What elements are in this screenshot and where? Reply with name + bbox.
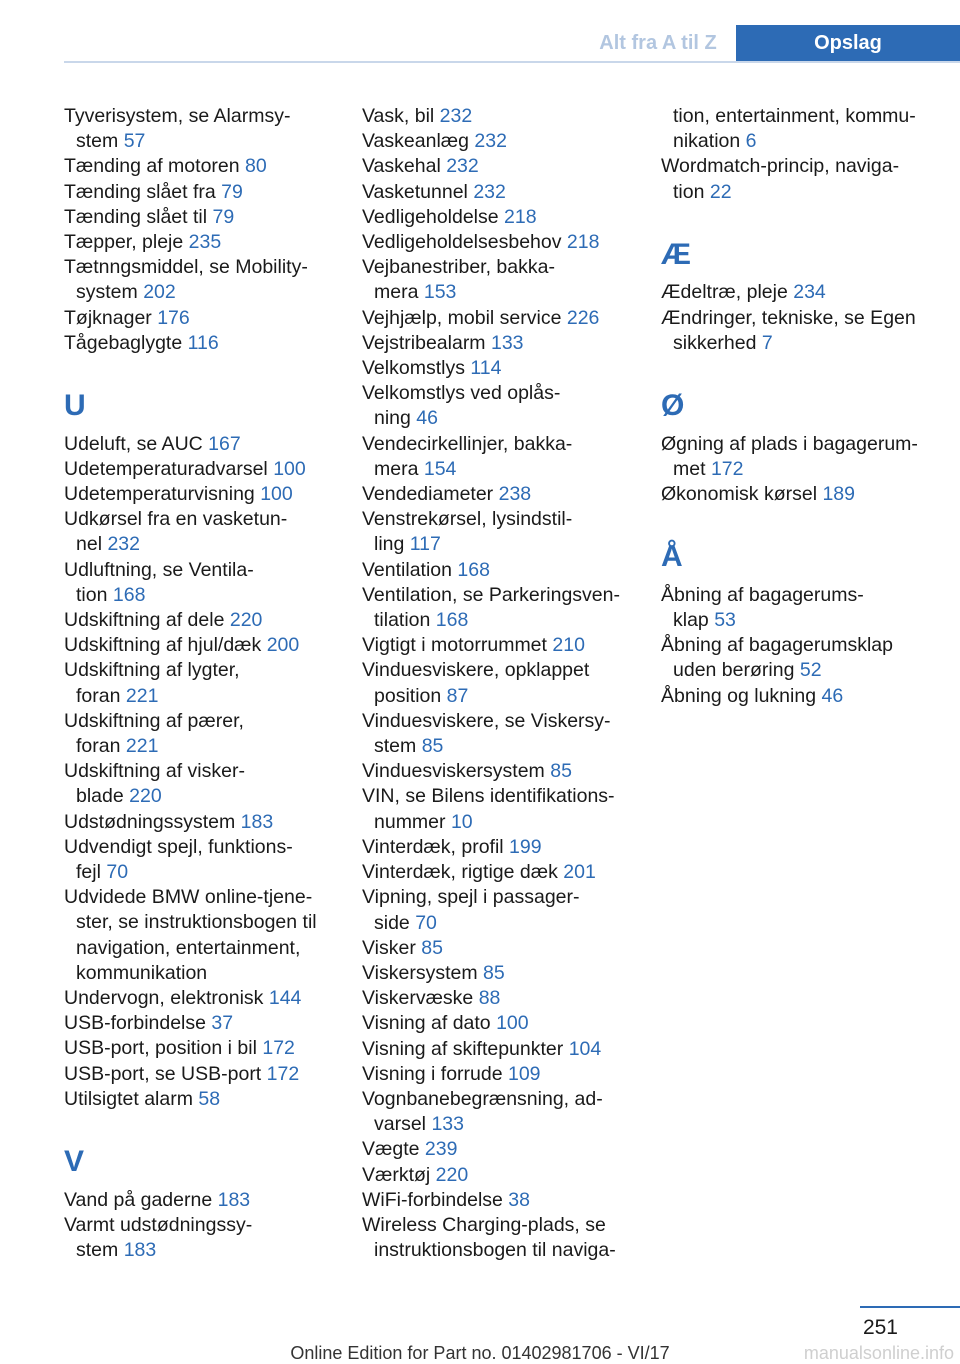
page-link[interactable]: 226 bbox=[566, 306, 600, 329]
page-link[interactable]: 168 bbox=[112, 583, 146, 606]
index-term: USB-port, position i bil bbox=[64, 1037, 257, 1060]
index-entry bbox=[362, 784, 634, 834]
page-link[interactable]: 200 bbox=[266, 634, 300, 657]
page-link[interactable]: 221 bbox=[125, 735, 159, 758]
index-entry bbox=[661, 280, 933, 305]
index-term: Tågebaglygte bbox=[64, 331, 183, 354]
index-term: USB-port, se USB-port bbox=[64, 1062, 262, 1085]
index-entry bbox=[661, 583, 933, 633]
index-entry bbox=[362, 961, 634, 986]
index-entry bbox=[64, 1036, 336, 1061]
index-term: Åbning af bagagerums- klap bbox=[661, 583, 864, 631]
section-gap bbox=[64, 356, 336, 381]
index-term: USB-forbindelse bbox=[64, 1012, 206, 1035]
index-term: Vedligeholdelse bbox=[362, 205, 499, 228]
index-term: Wireless Charging-plads, se instruktionsbogen til naviga- bbox=[362, 1213, 616, 1262]
index-entry bbox=[362, 482, 634, 507]
index-term: Tætnngsmiddel, se Mobility- system bbox=[64, 256, 308, 304]
index-entry bbox=[362, 558, 634, 583]
page-link[interactable]: 79 bbox=[212, 205, 235, 228]
index-term: Udskiftning af lygter, foran bbox=[64, 659, 240, 707]
page-link[interactable]: 221 bbox=[125, 684, 159, 707]
index-term: Udvidede BMW online-tjene- ster, se instruktionsbogen til navigation, entertainment, kommunikation bbox=[64, 886, 317, 984]
index-entry bbox=[362, 331, 634, 356]
index-entry bbox=[64, 180, 336, 205]
index-term: Undervogn, elektronisk bbox=[64, 987, 264, 1010]
index-term: Vinduesviskere, opklappet position bbox=[362, 659, 590, 707]
index-entry bbox=[661, 104, 933, 154]
index-entry bbox=[64, 986, 336, 1011]
page-number: 251 bbox=[862, 1316, 898, 1339]
page-link[interactable]: 232 bbox=[439, 105, 473, 127]
index-term: Vendediameter bbox=[362, 483, 494, 506]
index-entry bbox=[64, 835, 336, 885]
index-term: Vask, bil bbox=[362, 105, 435, 127]
index-entry bbox=[362, 709, 634, 759]
index-entry bbox=[64, 633, 336, 658]
page-link[interactable]: 85 bbox=[483, 961, 505, 984]
page-link[interactable]: 100 bbox=[273, 457, 306, 480]
page-link[interactable]: 10 bbox=[450, 810, 473, 833]
page-link[interactable]: 232 bbox=[473, 180, 506, 203]
page-link[interactable]: 133 bbox=[431, 1113, 464, 1136]
index-entry bbox=[64, 1062, 336, 1087]
page-link[interactable]: 220 bbox=[229, 609, 263, 632]
page-link[interactable]: 87 bbox=[446, 684, 469, 707]
index-term: Tænding af motoren bbox=[64, 155, 240, 178]
index-term: Visning af skiftepunkter bbox=[362, 1037, 564, 1060]
index-entry bbox=[64, 709, 336, 759]
index-term: Viskervæske bbox=[362, 987, 474, 1010]
index-entry bbox=[661, 633, 933, 683]
index-entry bbox=[362, 255, 634, 305]
page-link[interactable]: 168 bbox=[435, 609, 469, 632]
index-entry bbox=[661, 306, 933, 356]
page-link[interactable]: 37 bbox=[211, 1012, 234, 1035]
index-term: Visning af dato bbox=[362, 1012, 491, 1035]
index-term: Viskersystem bbox=[362, 961, 478, 984]
index-term: Udetemperaturadvarsel bbox=[64, 457, 268, 480]
page-link[interactable]: 70 bbox=[106, 861, 129, 884]
page-link[interactable]: 154 bbox=[423, 457, 457, 480]
page-link[interactable]: 220 bbox=[435, 1163, 469, 1186]
index-entry bbox=[64, 558, 336, 608]
page-link[interactable]: 85 bbox=[550, 760, 572, 783]
page-link[interactable]: 189 bbox=[822, 482, 855, 505]
page-link[interactable]: 114 bbox=[470, 357, 502, 380]
section-gap bbox=[64, 1112, 336, 1137]
index-term: Wordmatch-princip, naviga- tion bbox=[661, 155, 900, 203]
index-term: Vand på gaderne bbox=[64, 1188, 213, 1211]
page-link[interactable]: 232 bbox=[107, 533, 140, 556]
section-letter: U bbox=[64, 389, 86, 423]
index-term: Åbning og lukning bbox=[661, 684, 817, 707]
index-term: Venstrekørsel, lysindstil- ling bbox=[362, 508, 573, 556]
index-entry bbox=[661, 684, 933, 709]
index-term: Varmt udstødningssy- stem bbox=[64, 1213, 253, 1262]
index-term: Vinduesviskere, se Viskersy- stem bbox=[362, 709, 611, 758]
index-term: Udvendigt spejl, funktions- fejl bbox=[64, 835, 293, 884]
page-link[interactable]: 172 bbox=[266, 1062, 300, 1085]
page-link[interactable]: 239 bbox=[424, 1138, 458, 1161]
index-entry bbox=[362, 759, 634, 784]
page-link[interactable]: 232 bbox=[474, 130, 507, 153]
page-link[interactable]: 109 bbox=[507, 1062, 541, 1085]
page-link[interactable]: 6 bbox=[745, 130, 757, 153]
index-entry bbox=[362, 1011, 634, 1036]
page-link[interactable]: 100 bbox=[496, 1012, 529, 1035]
index-entry bbox=[362, 356, 634, 381]
index-entry bbox=[362, 633, 634, 658]
index-column-3 bbox=[661, 104, 933, 709]
index-entry bbox=[362, 205, 634, 230]
index-entry bbox=[362, 860, 634, 885]
index-term: Visning i forrude bbox=[362, 1062, 503, 1085]
index-term: Visker bbox=[362, 936, 416, 959]
index-term: Udkørsel fra en vasketun- nel bbox=[64, 508, 288, 556]
page-link[interactable]: 100 bbox=[260, 483, 293, 506]
index-entry bbox=[64, 104, 336, 154]
index-term: Ædeltræ, pleje bbox=[661, 281, 788, 304]
index-term: Udskiftning af hjul/dæk bbox=[64, 634, 262, 657]
index-term: Vejhjælp, mobil service bbox=[362, 306, 562, 329]
index-term: Vasketunnel bbox=[362, 180, 468, 203]
index-term: Utilsigtet alarm bbox=[64, 1087, 193, 1110]
page-link[interactable]: 235 bbox=[188, 231, 222, 254]
index-entry bbox=[64, 810, 336, 835]
index-entry bbox=[362, 1163, 634, 1188]
section-letter: V bbox=[64, 1145, 85, 1179]
index-column-1 bbox=[64, 104, 336, 1263]
index-term: Udetemperaturvisning bbox=[64, 483, 255, 506]
footer-rule bbox=[860, 1306, 960, 1308]
index-term: Øgning af plads i bagagerum- met bbox=[661, 432, 918, 480]
index-entry bbox=[64, 759, 336, 809]
index-term: tion, entertainment, kommu- nikation bbox=[673, 105, 916, 153]
page-link[interactable]: 183 bbox=[217, 1188, 251, 1211]
page-link[interactable]: 199 bbox=[509, 835, 542, 858]
index-term: Vaskeanlæg bbox=[362, 130, 469, 153]
index-entry bbox=[64, 885, 336, 986]
index-term: Ventilation bbox=[362, 558, 452, 581]
index-term: Ventilation, se Parkeringsven- tilation bbox=[362, 583, 620, 632]
page-link[interactable]: 210 bbox=[552, 634, 585, 657]
page-link[interactable]: 88 bbox=[478, 987, 501, 1010]
index-entry bbox=[64, 507, 336, 557]
index-entry bbox=[362, 432, 634, 482]
index-entry bbox=[64, 306, 336, 331]
page-link[interactable]: 172 bbox=[710, 457, 744, 480]
index-term: Tænding slået til bbox=[64, 205, 208, 228]
page-link[interactable]: 167 bbox=[208, 432, 241, 455]
index-term: Vinterdæk, rigtige dæk bbox=[362, 861, 558, 884]
index-entry bbox=[64, 205, 336, 230]
index-term: Tænding slået fra bbox=[64, 180, 216, 203]
page-link[interactable]: 79 bbox=[221, 180, 243, 203]
page-link[interactable]: 85 bbox=[421, 735, 444, 758]
index-entry bbox=[362, 986, 634, 1011]
index-entry bbox=[362, 129, 634, 154]
index-term: Udstødningssystem bbox=[64, 810, 236, 833]
index-entry bbox=[362, 1037, 634, 1062]
index-term: Udskiftning af pærer, foran bbox=[64, 709, 244, 758]
index-entry bbox=[362, 154, 634, 179]
edition-footer: Online Edition for Part no. 01402981706 - VI/17 bbox=[290, 1343, 670, 1363]
index-term: Vigtigt i motorrummet bbox=[362, 634, 547, 657]
index-term: Vægte bbox=[362, 1138, 420, 1161]
index-term: VIN, se Bilens identifikations- nummer bbox=[362, 785, 615, 833]
page-link[interactable]: 234 bbox=[793, 281, 826, 304]
index-term: WiFi-forbindelse bbox=[362, 1188, 503, 1211]
index-entry bbox=[362, 1137, 634, 1162]
index-term: Vipning, spejl i passager- side bbox=[362, 886, 580, 934]
page-link[interactable]: 144 bbox=[268, 987, 302, 1010]
index-entry bbox=[64, 1188, 336, 1213]
page-link[interactable]: 183 bbox=[123, 1239, 157, 1262]
section-letter: Ø bbox=[661, 389, 685, 423]
page-link[interactable]: 116 bbox=[187, 331, 219, 354]
index-term: Vognbanebegrænsning, ad- varsel bbox=[362, 1087, 603, 1136]
section-tab[interactable]: Alt fra A til Z bbox=[599, 32, 717, 54]
index-entry bbox=[362, 180, 634, 205]
index-entry bbox=[362, 658, 634, 708]
page-link[interactable]: 85 bbox=[421, 936, 443, 959]
section-letter: Æ bbox=[661, 238, 691, 271]
index-entry bbox=[64, 1087, 336, 1112]
page-link[interactable]: 58 bbox=[198, 1087, 221, 1110]
index-entry bbox=[362, 1087, 634, 1137]
index-entry bbox=[64, 482, 336, 507]
index-entry bbox=[362, 583, 634, 633]
index-entry bbox=[362, 104, 634, 129]
index-entry bbox=[64, 658, 336, 708]
section-gap bbox=[661, 205, 933, 230]
index-term: Velkomstlys ved oplås- ning bbox=[362, 382, 561, 430]
page-link[interactable]: 117 bbox=[409, 533, 441, 556]
index-term: Værktøj bbox=[362, 1163, 431, 1186]
active-tab[interactable]: Opslag bbox=[736, 25, 960, 61]
index-term: Tæpper, pleje bbox=[64, 231, 184, 254]
index-entry bbox=[64, 432, 336, 457]
index-entry bbox=[362, 936, 634, 961]
index-term: Tøjknager bbox=[64, 306, 152, 329]
index-entry bbox=[64, 331, 336, 356]
page-link[interactable]: 183 bbox=[240, 810, 274, 833]
index-term: Velkomstlys bbox=[362, 357, 465, 380]
page-link[interactable]: 133 bbox=[490, 331, 524, 354]
page-link[interactable]: 202 bbox=[143, 281, 176, 304]
index-term: Vedligeholdelsesbehov bbox=[362, 231, 562, 254]
page-link[interactable]: 201 bbox=[563, 861, 596, 884]
index-entry bbox=[661, 482, 933, 507]
index-term: Udluftning, se Ventila- tion bbox=[64, 558, 254, 606]
index-entry bbox=[362, 381, 634, 431]
page-link[interactable]: 238 bbox=[498, 483, 532, 506]
watermark: manualsonline.info bbox=[803, 1343, 954, 1363]
index-entry bbox=[362, 507, 634, 557]
index-entry bbox=[362, 1213, 634, 1263]
index-entry bbox=[362, 835, 634, 860]
index-entry bbox=[362, 1062, 634, 1087]
page-link[interactable]: 153 bbox=[423, 281, 457, 304]
page-link[interactable]: 218 bbox=[566, 231, 600, 254]
index-entry bbox=[64, 1011, 336, 1036]
index-term: Vinterdæk, profil bbox=[362, 835, 504, 858]
page-link[interactable]: 172 bbox=[262, 1037, 295, 1060]
page-link[interactable]: 218 bbox=[504, 205, 537, 228]
page-link[interactable]: 168 bbox=[457, 558, 490, 581]
index-entry bbox=[64, 255, 336, 305]
index-entry bbox=[362, 1188, 634, 1213]
index-column-2 bbox=[362, 104, 634, 1263]
header-rule bbox=[64, 61, 960, 63]
page-link[interactable]: 46 bbox=[821, 684, 844, 707]
index-term: Udeluft, se AUC bbox=[64, 432, 203, 455]
index-term: Vaskehal bbox=[362, 155, 441, 178]
page-link[interactable]: 104 bbox=[568, 1037, 602, 1060]
page-link[interactable]: 57 bbox=[123, 130, 146, 153]
index-entry bbox=[64, 1213, 336, 1263]
index-term: Økonomisk kørsel bbox=[661, 482, 818, 505]
index-entry bbox=[64, 154, 336, 179]
index-term: Vejbanestriber, bakka- mera bbox=[362, 256, 555, 304]
page-link[interactable]: 70 bbox=[415, 911, 437, 934]
page-link[interactable]: 7 bbox=[761, 331, 773, 354]
index-entry bbox=[362, 230, 634, 255]
page-link[interactable]: 52 bbox=[799, 659, 822, 682]
section-gap bbox=[661, 356, 933, 381]
index-entry bbox=[362, 306, 634, 331]
index-term: Åbning af bagagerumsklap uden berøring bbox=[661, 634, 893, 682]
index-term: Ændringer, tekniske, se Egen sikkerhed bbox=[661, 306, 916, 354]
page-link[interactable]: 80 bbox=[245, 155, 267, 178]
index-term: Udskiftning af dele bbox=[64, 609, 225, 632]
page-link[interactable]: 46 bbox=[416, 407, 438, 430]
index-entry bbox=[362, 885, 634, 935]
index-term: Udskiftning af visker- blade bbox=[64, 760, 245, 808]
index-entry bbox=[64, 608, 336, 633]
section-gap bbox=[661, 507, 933, 532]
page-link[interactable]: 232 bbox=[446, 155, 479, 178]
section-letter: Å bbox=[661, 540, 683, 574]
page-link[interactable]: 53 bbox=[714, 608, 736, 631]
page-link[interactable]: 176 bbox=[157, 306, 190, 329]
index-term: Tyverisystem, se Alarmsy- stem bbox=[64, 105, 291, 153]
index-term: Vinduesviskersystem bbox=[362, 760, 545, 783]
index-entry bbox=[661, 154, 933, 204]
index-entry bbox=[64, 230, 336, 255]
page-link[interactable]: 22 bbox=[709, 180, 732, 203]
index-entry bbox=[64, 457, 336, 482]
index-term: Vendecirkellinjer, bakka- mera bbox=[362, 432, 573, 480]
page-link[interactable]: 220 bbox=[129, 785, 162, 808]
index-entry bbox=[661, 432, 933, 482]
page-link[interactable]: 38 bbox=[508, 1188, 530, 1211]
index-term: Vejstribealarm bbox=[362, 331, 486, 354]
